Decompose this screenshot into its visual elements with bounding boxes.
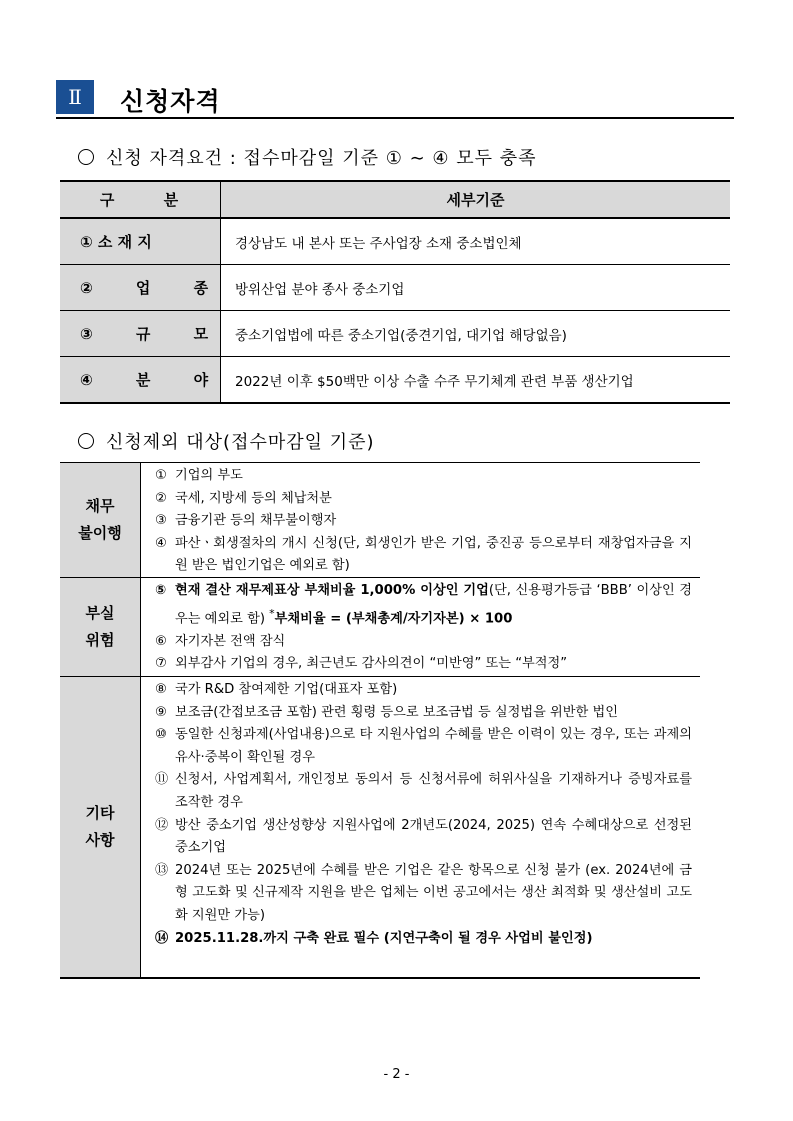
list-item — [155, 653, 700, 676]
list-item — [155, 679, 700, 702]
group-label-risk — [60, 578, 141, 676]
exclusions-table — [60, 462, 700, 979]
list-item — [155, 488, 700, 511]
table-header-category: 구 분 — [60, 181, 221, 218]
item-number: ⑤ — [155, 583, 167, 598]
row-value-location: 경상남도 내 본사 또는 주사업장 소재 중소법인체 — [221, 218, 731, 265]
item-text: 파산ㆍ회생절차의 개시 신청(단, 회생인가 받은 기업, 중진공 등으로부터 재창업자금을 지원 받은 법인기업은 예외로 함) — [175, 535, 692, 574]
group-label-line: 부실 — [85, 604, 115, 622]
list-item — [155, 860, 700, 928]
list-item — [155, 928, 700, 951]
item-number: ⑧ — [155, 682, 167, 697]
requirements-heading-text: 신청 자격요건 : 접수마감일 기준 ① ∼ ④ 모두 충족 — [106, 148, 537, 169]
item-number: ① — [155, 468, 167, 483]
list-item — [155, 533, 700, 578]
group-label-line: 채무 — [85, 497, 115, 515]
table-row — [60, 265, 730, 311]
requirements-table — [60, 180, 730, 404]
item-text — [175, 580, 700, 631]
item-text-rest: (단, 신용평가등급 ‘BBB’ 이상인 경우는 예외로 함) — [175, 583, 692, 626]
row-label-field: ④ 분 야 — [60, 357, 221, 404]
item-text: 금융기관 등의 채무불이행자 — [175, 513, 337, 529]
item-text: 국세, 지방세 등의 체납처분 — [175, 490, 332, 506]
section-title: 신청자격 — [120, 87, 221, 116]
item-text: 동일한 신청과제(사업내용)으로 타 지원사업의 수혜를 받은 이력이 있는 경우, 또는 과제의 유사·중복이 확인될 경우 — [175, 727, 692, 765]
group-label-line: 불이행 — [78, 524, 122, 542]
group-items — [141, 463, 700, 577]
exclusions-heading — [78, 428, 375, 454]
item-number: ⑦ — [155, 656, 167, 672]
item-number: ⑭ — [155, 930, 169, 946]
row-label-location: ① 소 재 지 — [60, 218, 221, 265]
item-note-bold: 부채비율 = (부채총계/자기자본) × 100 — [274, 610, 513, 626]
group-label-line: 위험 — [85, 631, 115, 649]
item-number: ⑪ — [155, 772, 169, 788]
section-number-badge: Ⅱ — [56, 80, 94, 114]
circle-bullet-icon — [78, 433, 94, 449]
group-items — [141, 677, 700, 977]
item-text: 외부감사 기업의 경우, 최근년도 감사의견이 “미반영” 또는 “부적정” — [175, 656, 568, 672]
group-label-other — [60, 677, 141, 977]
item-number: ② — [155, 490, 167, 506]
list-item — [155, 580, 700, 631]
requirements-heading — [78, 144, 537, 170]
section-header — [56, 80, 734, 119]
exclusion-group-other — [60, 677, 700, 977]
table-row — [60, 218, 730, 265]
list-item — [155, 769, 700, 814]
list-item — [155, 631, 700, 654]
item-number: ④ — [155, 535, 167, 551]
circle-bullet-icon — [78, 149, 94, 165]
item-text: 방산 중소기업 생산성향상 지원사업에 2개년도(2024, 2025) 연속 수혜대상으로 선정된 중소기업 — [175, 817, 692, 856]
item-text: 2025.11.28.까지 구축 완료 필수 (지연구축이 될 경우 사업비 불인정) — [175, 930, 593, 946]
page-number: - 2 - — [383, 1067, 410, 1082]
list-item — [155, 465, 700, 488]
table-header-criteria: 세부기준 — [221, 181, 731, 218]
item-text: 신청서, 사업계획서, 개인정보 동의서 등 신청서류에 허위사실을 기재하거나 증빙자료를 조작한 경우 — [175, 772, 692, 810]
footnote-mark: * — [269, 606, 275, 620]
item-text: 국가 R&D 참여제한 기업(대표자 포함) — [175, 682, 398, 697]
item-text: 보조금(간접보조금 포함) 관련 횡령 등으로 보조금법 등 실정법을 위반한 법인 — [175, 704, 618, 720]
group-label-line: 기타 — [85, 804, 115, 822]
exclusion-group-debt — [60, 463, 700, 578]
exclusions-heading-text: 신청제외 대상(접수마감일 기준) — [106, 432, 375, 453]
group-label-debt — [60, 463, 141, 577]
exclusion-group-risk — [60, 578, 700, 677]
group-label-line: 사항 — [85, 831, 115, 849]
item-number: ⑬ — [155, 862, 169, 878]
item-number: ⑥ — [155, 633, 167, 649]
row-value-size: 중소기업법에 따른 중소기업(중견기업, 대기업 해당없음) — [221, 311, 731, 357]
row-value-industry: 방위산업 분야 종사 중소기업 — [221, 265, 731, 311]
item-number: ⑨ — [155, 704, 167, 720]
item-text: 2024년 또는 2025년에 수혜를 받은 기업은 같은 항목으로 신청 불가 (ex. 2024년에 금형 고도화 및 신규제작 지원을 받은 업체는 이번 공고에서는 생산 최적화 및 생산설비 고도화 지원만 가능) — [175, 862, 692, 923]
row-label-size: ③ 규 모 — [60, 311, 221, 357]
group-items — [141, 578, 700, 676]
list-item — [155, 815, 700, 860]
table-row — [60, 311, 730, 357]
list-item — [155, 702, 700, 725]
row-value-field: 2022년 이후 $50백만 이상 수출 수주 무기체계 관련 부품 생산기업 — [221, 357, 731, 404]
row-label-industry: ② 업 종 — [60, 265, 221, 311]
item-text-bold: 현재 결산 재무제표상 부채비율 1,000% 이상인 기업 — [175, 583, 489, 598]
item-number: ⑩ — [155, 727, 167, 743]
list-item — [155, 510, 700, 533]
item-number: ⑫ — [155, 817, 169, 833]
item-text: 자기자본 전액 잠식 — [175, 633, 286, 649]
list-item — [155, 724, 700, 769]
item-number: ③ — [155, 513, 167, 529]
item-text: 기업의 부도 — [175, 468, 243, 483]
table-row — [60, 357, 730, 404]
